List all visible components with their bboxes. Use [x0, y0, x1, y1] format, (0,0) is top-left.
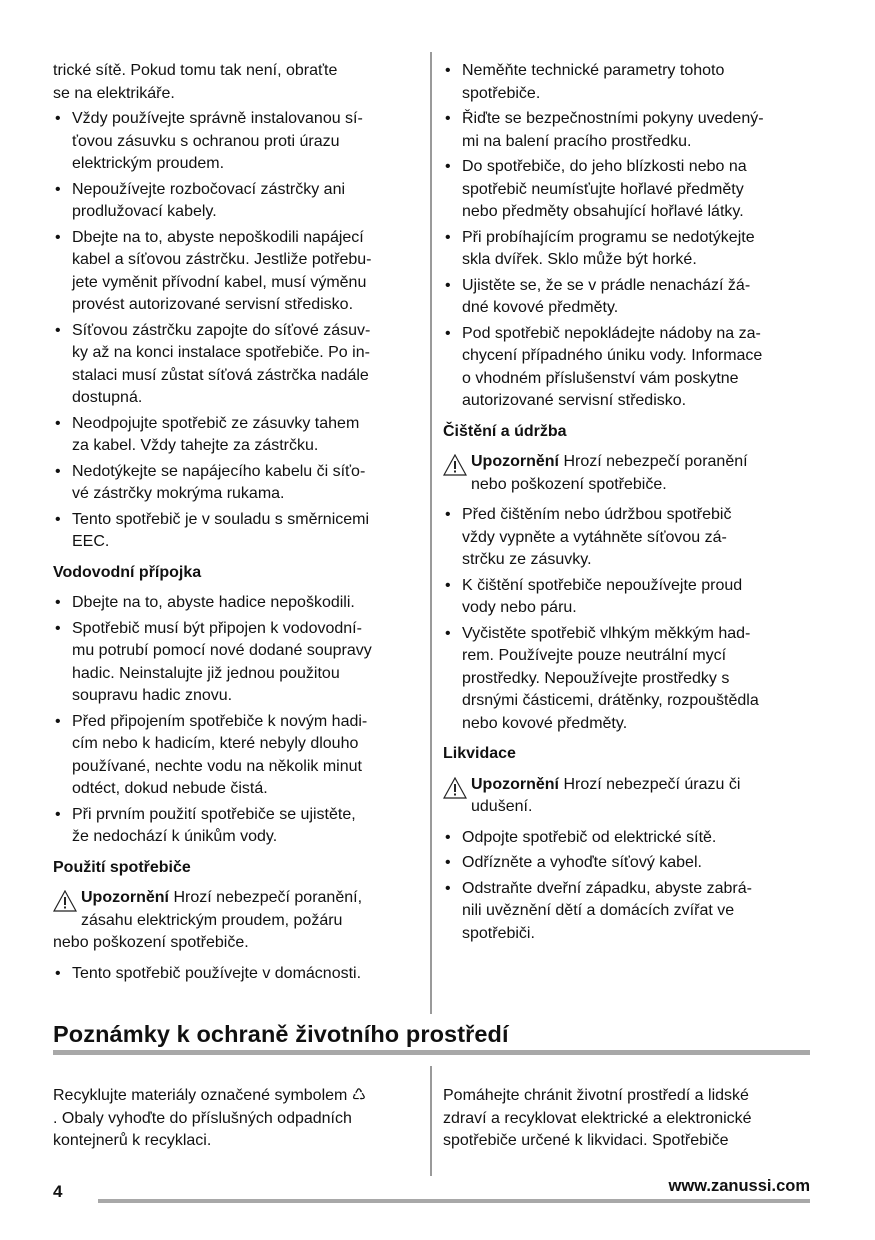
warning-label: Upozornění [471, 453, 559, 470]
text-line: Odřízněte a vyhoďte síťový kabel. [462, 854, 702, 871]
text-line: Pomáhejte chránit životní prostředí a lidské [443, 1087, 749, 1104]
section-column-divider [430, 1066, 432, 1176]
text-line: prodlužovací kabely. [72, 203, 217, 220]
subsection-heading: Likvidace [443, 745, 516, 762]
subsection-heading: Čištění a údržba [443, 422, 567, 440]
bullet-item [443, 275, 808, 320]
bullet-marker: • [55, 594, 61, 611]
bullet-marker: • [55, 510, 61, 528]
bullet-marker: • [445, 110, 451, 127]
text-line: Odstraňte dveřní západku, abyste zabrá- [462, 879, 752, 897]
bullet-item [443, 156, 808, 224]
text-line: . Obaly vyhoďte do příslušných odpadních [53, 1109, 352, 1127]
bullet-item [53, 711, 418, 801]
text-line: skla dvířek. Sklo může být horké. [462, 251, 697, 268]
subsection-heading: Vodovodní přípojka [53, 563, 202, 581]
bullet-marker: • [55, 110, 61, 127]
bullet-item [443, 852, 808, 875]
text-line: Před připojením spotřebiče k novým hadi- [72, 712, 368, 730]
warning-note [53, 887, 418, 955]
text-line: chycení případného úniku vody. Informace [462, 347, 763, 364]
bullet-item [443, 227, 808, 272]
bullet-item [53, 804, 418, 849]
text-line: Neměňte technické parametry tohoto [462, 62, 725, 79]
text-line: zásahu elektrickým proudem, požáru [81, 911, 343, 929]
website-link[interactable]: www.zanussi.com [668, 1177, 810, 1195]
page-number: 4 [53, 1182, 63, 1201]
text-line: Nedotýkejte se napájecího kabelu či síťo- [72, 462, 366, 480]
text-line: zdraví a recyklovat elektrické a elektronické [443, 1109, 752, 1127]
bullet-item [443, 323, 808, 413]
warning-triangle-icon [443, 454, 467, 481]
text-line: K čištění spotřebiče nepoužívejte proud [462, 576, 743, 594]
bullet-marker: • [445, 62, 451, 79]
bullet-marker: • [55, 321, 61, 339]
bullet-item [53, 320, 418, 410]
text-line [471, 774, 808, 797]
bullet-marker: • [445, 624, 451, 642]
text-line: odtéct, dokud nebude čistá. [72, 780, 268, 797]
text-line: Vždy používejte správně instalovanou sí- [72, 110, 363, 127]
bullet-marker: • [55, 805, 61, 823]
bullet-item [53, 618, 418, 708]
bullet-marker: • [55, 180, 61, 198]
text-line: mu potrubí pomocí nové dodané soupravy [72, 642, 372, 659]
section-rule [53, 1050, 810, 1055]
text-line: udušení. [471, 798, 533, 815]
text-line: vody nebo páru. [462, 599, 577, 616]
text-line: Spotřebič musí být připojen k vodovodní- [72, 619, 362, 637]
text-line: jete vyměnit přívodní kabel, musí výměnu [72, 273, 367, 291]
text-line: spotřebiči. [462, 924, 535, 942]
right-column [443, 60, 808, 948]
text-line: provést autorizované servisní středisko. [72, 296, 354, 313]
text-line: soupravu hadic znovu. [72, 687, 233, 704]
text-line: Odpojte spotřebič od elektrické sítě. [462, 828, 717, 846]
text-line: dostupná. [72, 389, 143, 406]
left-column [53, 60, 418, 988]
text-line: rem. Používejte pouze neutrální mycí [462, 647, 727, 664]
bullet-marker: • [445, 879, 451, 897]
text-line: drsnými částicemi, drátěnky, rozpouštědla [462, 692, 759, 709]
text-line: elektrickým proudem. [72, 155, 225, 172]
bullet-marker: • [55, 414, 61, 432]
text-line: Dbejte na to, abyste nepoškodili napájecí [72, 228, 364, 246]
text-line: EEC. [72, 533, 110, 550]
text-line: Recyklujte materiály označené symbolem ♺ [53, 1087, 367, 1104]
text-line: vždy vypněte a vytáhněte síťovou zá- [462, 528, 727, 546]
bullet-item [443, 108, 808, 153]
bullet-item [443, 878, 808, 946]
text-line: se na elektrikáře. [53, 84, 175, 102]
paragraph [53, 60, 418, 105]
bullet-item [53, 963, 418, 986]
text-line [81, 887, 418, 910]
text-line: prostředky. Nepoužívejte prostředky s [462, 669, 730, 687]
bullet-marker: • [445, 576, 451, 594]
bullet-item [443, 60, 808, 105]
text-line: spotřebič neumísťujte hořlavé předměty [462, 180, 744, 198]
text-line: Dbejte na to, abyste hadice nepoškodili. [72, 594, 355, 611]
bullet-marker: • [55, 619, 61, 637]
bullet-item [443, 504, 808, 572]
text-line: spotřebiče. [462, 84, 541, 102]
bullet-marker: • [55, 964, 61, 982]
text-line: strčku ze zásuvky. [462, 551, 592, 568]
text-line: ťovou zásuvku s ochranou proti úrazu [72, 132, 340, 150]
text-line: nebo poškození spotřebiče. [53, 934, 249, 951]
bullet-marker: • [445, 228, 451, 246]
text-line: nebo předměty obsahující hořlavé látky. [462, 203, 744, 220]
text-line: stalaci musí zůstat síťová zástrčka nadále [72, 366, 369, 384]
text-line: dné kovové předměty. [462, 299, 619, 316]
bullet-item [53, 592, 418, 615]
bullet-item [53, 179, 418, 224]
text-line: spotřebiče určené k likvidaci. Spotřebiče [443, 1132, 729, 1149]
bullet-marker: • [445, 828, 451, 846]
text-line: Do spotřebiče, do jeho blízkosti nebo na [462, 158, 747, 175]
bullet-marker: • [55, 462, 61, 480]
text-line: Tento spotřebič používejte v domácnosti. [72, 964, 362, 982]
bullet-item [443, 827, 808, 850]
bullet-item [53, 227, 418, 317]
warning-label: Upozornění [471, 775, 559, 793]
text-line: Před čištěním nebo údržbou spotřebič [462, 506, 732, 523]
text-line: Tento spotřebič je v souladu s směrnicemi [72, 510, 370, 528]
section-title: Poznámky k ochraně životního prostředí [53, 1021, 509, 1047]
section-right-paragraph [443, 1085, 813, 1153]
bullet-marker: • [445, 854, 451, 871]
text-line: hadic. Neinstalujte již jednou použitou [72, 664, 340, 682]
bullet-marker: • [445, 324, 451, 342]
bullet-item [53, 108, 418, 176]
warning-text: Hrozí nebezpečí úrazu či [559, 775, 741, 793]
warning-text: Hrozí nebezpečí poranění, [169, 889, 363, 906]
bullet-marker: • [445, 276, 451, 294]
text-line: autorizované servisní středisko. [462, 392, 687, 409]
text-line: Ujistěte se, že se v prádle nenachází žá- [462, 276, 751, 294]
text-line: trické sítě. Pokud tomu tak není, obraťte [53, 62, 338, 79]
bullet-item [53, 509, 418, 554]
bullet-marker: • [55, 228, 61, 246]
text-line: Síťovou zástrčku zapojte do síťové zásuv- [72, 321, 371, 339]
text-line: používané, nechte vodu na několik minut [72, 757, 362, 775]
text-line: Pod spotřebič nepokládejte nádoby na za- [462, 324, 761, 342]
bullet-item [53, 413, 418, 458]
text-line: kabel a síťovou zástrčku. Jestliže potřebu- [72, 251, 372, 268]
warning-triangle-icon [443, 777, 467, 804]
text-line: kontejnerů k recyklaci. [53, 1132, 212, 1149]
column-divider [430, 52, 432, 1014]
text-line: Řiďte se bezpečnostními pokyny uvedený- [462, 110, 764, 127]
text-line: o vhodném příslušenství vám poskytne [462, 369, 739, 387]
warning-note [443, 774, 808, 819]
text-line: nebo poškození spotřebiče. [471, 475, 667, 493]
subsection-heading: Použití spotřebiče [53, 858, 191, 876]
bullet-item [443, 575, 808, 620]
warning-text: Hrozí nebezpečí poranění [559, 453, 748, 470]
section-left-paragraph [53, 1085, 423, 1153]
warning-label: Upozornění [81, 889, 169, 906]
bullet-marker: • [445, 158, 451, 175]
text-line: vé zástrčky mokrýma rukama. [72, 485, 285, 502]
bullet-marker: • [55, 712, 61, 730]
text-line: nili uvěznění dětí a domácích zvířat ve [462, 902, 735, 919]
text-line: nebo kovové předměty. [462, 714, 628, 732]
text-line: Neodpojujte spotřebič ze zásuvky tahem [72, 414, 360, 432]
text-line: Nepoužívejte rozbočovací zástrčky ani [72, 180, 346, 198]
text-line: Při probíhajícím programu se nedotýkejte [462, 228, 755, 246]
footer-rule [98, 1199, 810, 1203]
text-line: cím nebo k hadicím, které nebyly dlouho [72, 735, 359, 752]
text-line: mi na balení pracího prostředku. [462, 132, 692, 150]
bullet-item [443, 623, 808, 736]
text-line: Při prvním použití spotřebiče se ujistěte, [72, 805, 356, 823]
text-line: za kabel. Vždy tahejte za zástrčku. [72, 437, 319, 454]
text-line: že nedochází k únikům vody. [72, 828, 278, 845]
warning-triangle-icon [53, 890, 77, 917]
bullet-marker: • [445, 506, 451, 523]
text-line: ky až na konci instalace spotřebiče. Po in- [72, 344, 370, 361]
text-line [471, 451, 808, 474]
bullet-item [53, 461, 418, 506]
warning-note [443, 451, 808, 496]
text-line: Vyčistěte spotřebič vlhkým měkkým had- [462, 624, 751, 642]
